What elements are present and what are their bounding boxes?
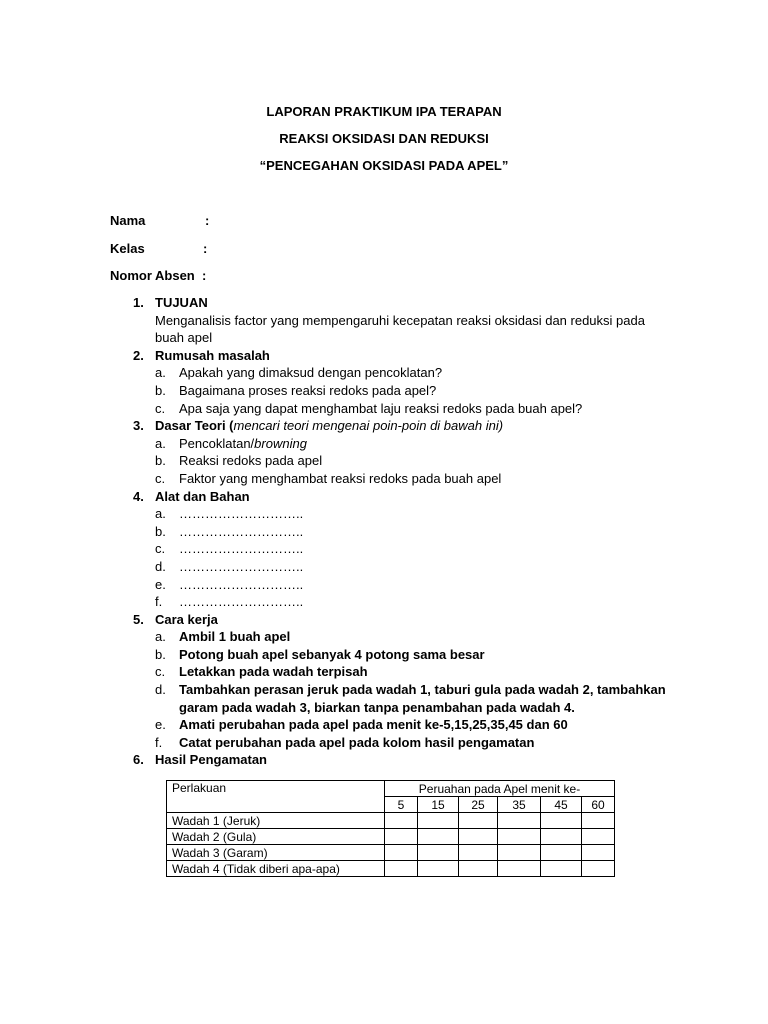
item-blank: ……………………….. bbox=[179, 541, 304, 557]
field-label: Nomor Absen bbox=[110, 268, 195, 283]
item-letter: b. bbox=[155, 523, 166, 539]
table-cell[interactable] bbox=[385, 813, 418, 829]
table-cell[interactable] bbox=[541, 813, 582, 829]
section-heading bbox=[155, 417, 673, 435]
item-text: Faktor yang menghambat reaksi redoks pada buah apel bbox=[179, 470, 502, 486]
item-letter: a. bbox=[155, 506, 166, 522]
table-header-minute: 60 bbox=[582, 797, 615, 813]
section-text: Menganalisis factor yang mempengaruhi kecepatan reaksi oksidasi dan reduksi pada buah apel bbox=[155, 312, 645, 346]
item-text: Pencoklatan/ bbox=[179, 435, 255, 451]
item-letter: b. bbox=[155, 382, 166, 398]
field-label: Nama bbox=[110, 213, 146, 228]
item-letter: f. bbox=[155, 734, 163, 750]
item-text-italic: browning bbox=[254, 435, 307, 451]
table-row bbox=[167, 813, 615, 829]
item-letter: b. bbox=[155, 453, 166, 469]
table-header-perlakuan: Perlakuan bbox=[167, 781, 385, 813]
section-number: 2. bbox=[133, 347, 144, 363]
table-header-row bbox=[167, 781, 615, 797]
list-item bbox=[155, 628, 673, 646]
list-item bbox=[155, 734, 673, 752]
item-letter: c. bbox=[155, 400, 166, 416]
item-list bbox=[155, 505, 673, 611]
item-text: Amati perubahan pada apel pada menit ke-5,15,25,35,45 dan 60 bbox=[179, 717, 568, 733]
table-cell[interactable] bbox=[582, 845, 615, 861]
list-item bbox=[155, 470, 673, 488]
field-colon: : bbox=[205, 213, 210, 228]
field-colon: : bbox=[202, 268, 207, 283]
field-colon: : bbox=[203, 241, 208, 256]
section-heading: Rumusah masalah bbox=[155, 347, 270, 363]
section-cara-kerja bbox=[133, 611, 673, 752]
table-cell[interactable] bbox=[385, 845, 418, 861]
item-letter: a. bbox=[155, 365, 166, 381]
section-number: 3. bbox=[133, 418, 144, 434]
list-item bbox=[155, 646, 673, 664]
table-header-minute: 35 bbox=[498, 797, 541, 813]
table-cell[interactable] bbox=[498, 845, 541, 861]
section-tujuan bbox=[133, 294, 673, 347]
table-cell[interactable] bbox=[459, 813, 498, 829]
list-item bbox=[155, 540, 673, 558]
section-heading: Alat dan Bahan bbox=[155, 488, 250, 504]
item-letter: c. bbox=[155, 470, 166, 486]
item-blank: ……………………….. bbox=[179, 523, 304, 539]
table-cell[interactable] bbox=[459, 861, 498, 877]
table-header-minute: 25 bbox=[459, 797, 498, 813]
table-row bbox=[167, 829, 615, 845]
table-header-minute: 5 bbox=[385, 797, 418, 813]
item-text: Letakkan pada wadah terpisah bbox=[179, 664, 368, 680]
section-number: 5. bbox=[133, 611, 144, 627]
table-row-label: Wadah 3 (Garam) bbox=[167, 845, 385, 861]
section-hasil-pengamatan bbox=[133, 751, 673, 769]
table-cell[interactable] bbox=[582, 813, 615, 829]
item-letter: f. bbox=[155, 594, 163, 610]
section-heading: Hasil Pengamatan bbox=[155, 752, 267, 768]
list-item bbox=[155, 681, 673, 716]
list-item bbox=[155, 452, 673, 470]
item-letter: a. bbox=[155, 435, 166, 451]
item-text: Potong buah apel sebanyak 4 potong sama besar bbox=[179, 646, 485, 662]
table-cell[interactable] bbox=[418, 829, 459, 845]
item-list bbox=[155, 364, 673, 417]
table-header-minute: 15 bbox=[418, 797, 459, 813]
item-text: Apa saja yang dapat menghambat laju reaksi redoks pada buah apel? bbox=[179, 400, 583, 416]
list-item bbox=[155, 663, 673, 681]
section-number: 4. bbox=[133, 488, 144, 504]
table-cell[interactable] bbox=[498, 861, 541, 877]
section-rumusan-masalah bbox=[133, 347, 673, 417]
list-item bbox=[155, 382, 673, 400]
list-item bbox=[155, 716, 673, 734]
field-kelas bbox=[110, 241, 208, 256]
observation-table bbox=[166, 780, 615, 877]
report-subtitle: REAKSI OKSIDASI DAN REDUKSI bbox=[279, 131, 489, 146]
table-row bbox=[167, 845, 615, 861]
table-cell[interactable] bbox=[498, 813, 541, 829]
report-sections bbox=[133, 294, 673, 769]
table-cell[interactable] bbox=[385, 829, 418, 845]
table-row-label: Wadah 1 (Jeruk) bbox=[167, 813, 385, 829]
field-label: Kelas bbox=[110, 241, 145, 256]
list-item bbox=[155, 523, 673, 541]
item-letter: e. bbox=[155, 717, 166, 733]
table-cell[interactable] bbox=[459, 845, 498, 861]
section-heading: Cara kerja bbox=[155, 611, 218, 627]
section-dasar-teori bbox=[133, 417, 673, 487]
item-text: Tambahkan perasan jeruk pada wadah 1, taburi gula pada wadah 2, tambahkan garam pada wadah 3, biarkan tanpa penambahan pada wadah 4. bbox=[179, 682, 666, 715]
item-blank: ……………………….. bbox=[179, 594, 304, 610]
table-row bbox=[167, 861, 615, 877]
report-topic: “PENCEGAHAN OKSIDASI PADA APEL” bbox=[259, 158, 509, 173]
list-item bbox=[155, 400, 673, 418]
item-text: Reaksi redoks pada apel bbox=[179, 453, 323, 469]
item-blank: ……………………….. bbox=[179, 558, 304, 574]
report-title: LAPORAN PRAKTIKUM IPA TERAPAN bbox=[266, 104, 502, 119]
list-item bbox=[155, 505, 673, 523]
item-text: Bagaimana proses reaksi redoks pada apel? bbox=[179, 382, 437, 398]
section-number: 6. bbox=[133, 752, 144, 768]
table-row-label: Wadah 4 (Tidak diberi apa-apa) bbox=[167, 861, 385, 877]
item-list bbox=[155, 435, 673, 488]
item-letter: a. bbox=[155, 629, 166, 645]
list-item bbox=[155, 435, 673, 453]
list-item bbox=[155, 558, 673, 576]
table-cell[interactable] bbox=[541, 845, 582, 861]
list-item bbox=[155, 364, 673, 382]
item-blank: ……………………….. bbox=[179, 576, 304, 592]
item-text: Apakah yang dimaksud dengan pencoklatan? bbox=[179, 365, 443, 381]
table-cell[interactable] bbox=[459, 829, 498, 845]
item-letter: c. bbox=[155, 541, 166, 557]
table-cell[interactable] bbox=[418, 813, 459, 829]
table-cell[interactable] bbox=[385, 861, 418, 877]
list-item bbox=[155, 593, 673, 611]
item-letter: e. bbox=[155, 576, 166, 592]
item-letter: d. bbox=[155, 558, 166, 574]
section-alat-bahan bbox=[133, 488, 673, 611]
item-letter: c. bbox=[155, 664, 166, 680]
table-cell[interactable] bbox=[418, 861, 459, 877]
table-cell[interactable] bbox=[418, 845, 459, 861]
heading-note: mencari teori mengenai poin-poin di bawah ini) bbox=[233, 418, 504, 434]
item-text: Ambil 1 buah apel bbox=[179, 629, 291, 645]
heading-text: Dasar Teori ( bbox=[155, 418, 234, 434]
table-cell[interactable] bbox=[498, 829, 541, 845]
table-cell[interactable] bbox=[541, 861, 582, 877]
section-heading: TUJUAN bbox=[155, 295, 208, 310]
section-number: 1. bbox=[133, 295, 144, 310]
item-blank: ……………………….. bbox=[179, 506, 304, 522]
table-cell[interactable] bbox=[541, 829, 582, 845]
item-letter: d. bbox=[155, 682, 166, 698]
table-cell[interactable] bbox=[582, 829, 615, 845]
table-header-minute: 45 bbox=[541, 797, 582, 813]
field-nama bbox=[110, 213, 210, 228]
table-cell[interactable] bbox=[582, 861, 615, 877]
table-row-label: Wadah 2 (Gula) bbox=[167, 829, 385, 845]
table-header-minutes: Peruahan pada Apel menit ke- bbox=[385, 781, 615, 797]
item-text: Catat perubahan pada apel pada kolom hasil pengamatan bbox=[179, 734, 535, 750]
item-list bbox=[155, 628, 673, 751]
field-nomor-absen bbox=[110, 268, 207, 283]
item-letter: b. bbox=[155, 646, 166, 662]
list-item bbox=[155, 576, 673, 594]
